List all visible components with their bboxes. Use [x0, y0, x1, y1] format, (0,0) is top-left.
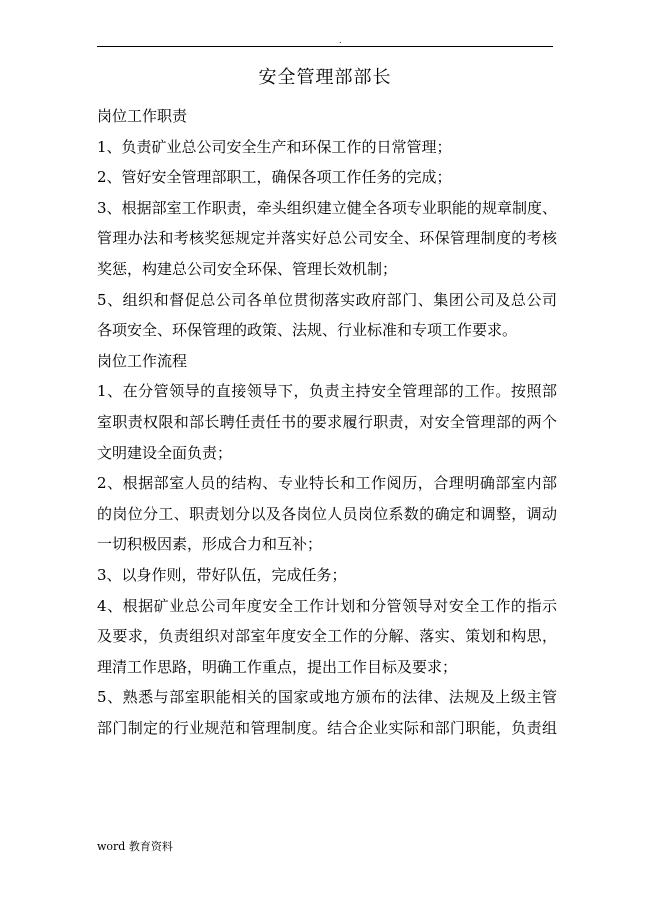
paragraph-line: 4、根据矿业总公司年度安全工作计划和分管领导对安全工作的指示 [97, 596, 557, 615]
paragraph-line: 2、根据部室人员的结构、专业特长和工作阅历，合理明确部室内部 [97, 474, 557, 493]
paragraph-line: 奖惩，构建总公司安全环保、管理长效机制； [97, 259, 398, 278]
paragraph-line: 1、负责矿业总公司安全生产和环保工作的日常管理； [97, 137, 452, 156]
paragraph-line: 3、以身作则，带好队伍，完成任务； [97, 565, 347, 584]
paragraph-line: 的岗位分工、职责划分以及各岗位人员岗位系数的确定和调整，调动 [97, 504, 557, 523]
paragraph-line: 文明建设全面负责； [97, 443, 233, 462]
paragraph-line: 管理办法和考核奖惩规定并落实好总公司安全、环保管理制度的考核 [97, 229, 557, 248]
paragraph-line: 5、熟悉与部室职能相关的国家或地方颁布的法律、法规及上级主管 [97, 688, 557, 707]
header-rule [97, 46, 553, 47]
section-heading: 岗位工作流程 [97, 351, 188, 370]
paragraph-line: 一切积极因素，形成合力和互补； [97, 535, 323, 554]
document-title: 安全管理部部长 [258, 67, 392, 88]
paragraph-line: 各项安全、环保管理的政策、法规、行业标准和专项工作要求。 [97, 321, 518, 340]
section-heading: 岗位工作职责 [97, 107, 188, 125]
paragraph-line: 2、管好安全管理部职工，确保各项工作任务的完成； [97, 168, 452, 187]
paragraph-line: 室职责权限和部长聘任责任书的要求履行职责，对安全管理部的两个 [97, 412, 557, 431]
paragraph-line: 5、组织和督促总公司各单位贯彻落实政府部门、集团公司及总公司 [97, 290, 557, 309]
paragraph-line: 3、根据部室工作职责，牵头组织建立健全各项专业职能的规章制度、 [97, 198, 557, 217]
page-footer: word 教育资料 [97, 840, 173, 853]
paragraph-line: 部门制定的行业规范和管理制度。结合企业实际和部门职能，负责组 [97, 718, 557, 737]
paragraph-line: 理清工作思路，明确工作重点，提出工作目标及要求； [97, 657, 458, 676]
document-body [97, 101, 557, 743]
paragraph-line: 1、在分管领导的直接领导下，负责主持安全管理部的工作。按照部 [97, 382, 557, 401]
paragraph-line: 及要求，负责组织对部室年度安全工作的分解、落实、策划和构思， [97, 627, 557, 646]
header-mark: . [339, 36, 342, 45]
